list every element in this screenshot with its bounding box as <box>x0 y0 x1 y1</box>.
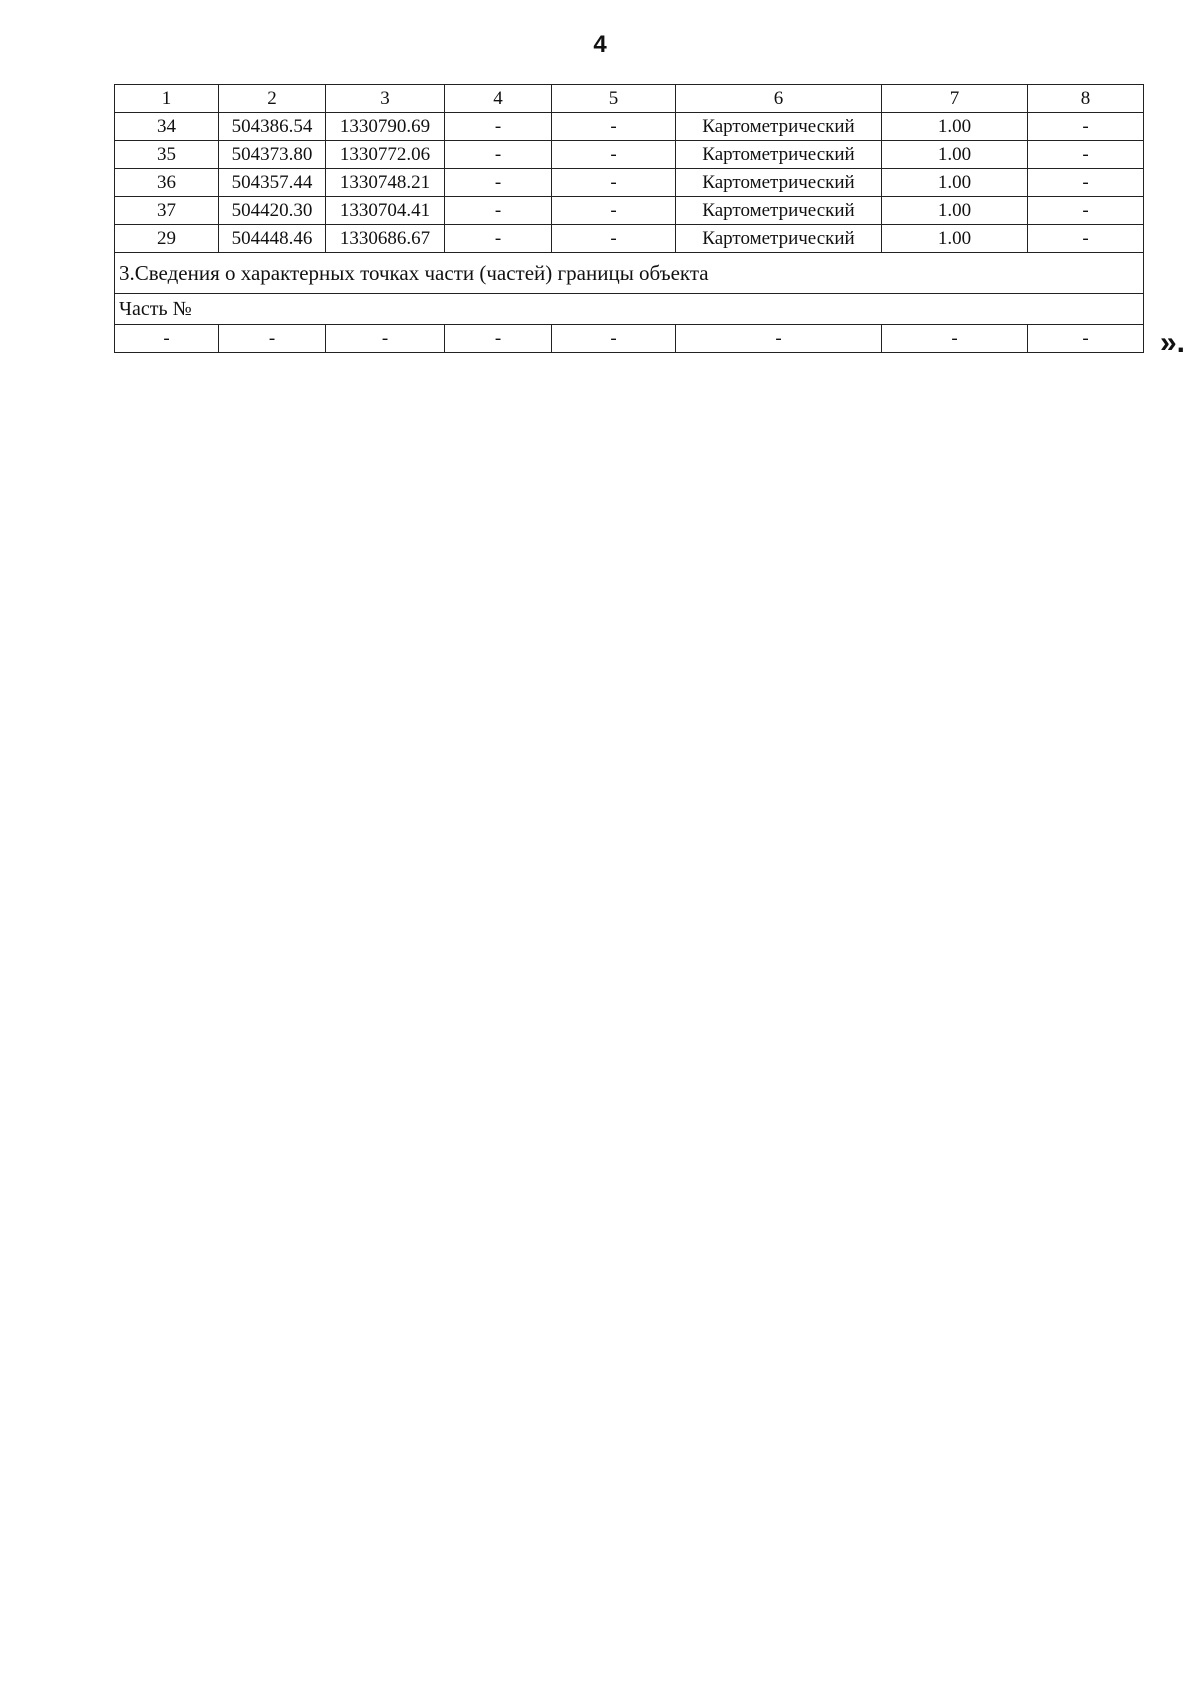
table-cell: - <box>1028 325 1144 353</box>
column-number-cell: 3 <box>326 85 445 113</box>
accuracy-cell: 1.00 <box>882 169 1028 197</box>
table-cell: - <box>445 169 552 197</box>
column-number-cell: 6 <box>676 85 882 113</box>
column-number-cell: 2 <box>219 85 326 113</box>
table-cell: - <box>552 225 676 253</box>
table-cell: - <box>1028 197 1144 225</box>
page-number: 4 <box>593 31 607 58</box>
table-cell: - <box>1028 141 1144 169</box>
x-coordinate-cell: 504373.80 <box>219 141 326 169</box>
method-cell: Картометрический <box>676 141 882 169</box>
table-cell: - <box>445 325 552 353</box>
x-coordinate-cell: 504386.54 <box>219 113 326 141</box>
table-row <box>115 141 1144 169</box>
column-number-cell: 5 <box>552 85 676 113</box>
table-cell: - <box>552 113 676 141</box>
closing-quote-mark: ». <box>1160 326 1186 359</box>
accuracy-cell: 1.00 <box>882 197 1028 225</box>
section-title: 3.Сведения о характерных точках части (частей) границы объекта <box>115 253 1144 294</box>
empty-table-row <box>115 325 1144 353</box>
method-cell: Картометрический <box>676 113 882 141</box>
table-cell: - <box>1028 225 1144 253</box>
table-cell: - <box>445 113 552 141</box>
table-cell: - <box>882 325 1028 353</box>
table-header-row <box>115 85 1144 113</box>
part-label-row <box>115 294 1144 325</box>
column-number-cell: 1 <box>115 85 219 113</box>
boundary-points-table <box>114 84 1144 353</box>
point-number-cell: 35 <box>115 141 219 169</box>
table-row <box>115 225 1144 253</box>
y-coordinate-cell: 1330790.69 <box>326 113 445 141</box>
part-number-label: Часть № <box>115 294 1144 325</box>
method-cell: Картометрический <box>676 169 882 197</box>
table-cell: - <box>115 325 219 353</box>
column-number-cell: 4 <box>445 85 552 113</box>
table-cell: - <box>552 325 676 353</box>
column-number-cell: 7 <box>882 85 1028 113</box>
table-cell: - <box>552 197 676 225</box>
method-cell: Картометрический <box>676 197 882 225</box>
table-cell: - <box>219 325 326 353</box>
table-cell: - <box>1028 113 1144 141</box>
y-coordinate-cell: 1330748.21 <box>326 169 445 197</box>
table-cell: - <box>676 325 882 353</box>
table-row <box>115 169 1144 197</box>
point-number-cell: 36 <box>115 169 219 197</box>
table-row <box>115 113 1144 141</box>
x-coordinate-cell: 504448.46 <box>219 225 326 253</box>
y-coordinate-cell: 1330772.06 <box>326 141 445 169</box>
table-cell: - <box>445 141 552 169</box>
x-coordinate-cell: 504357.44 <box>219 169 326 197</box>
method-cell: Картометрический <box>676 225 882 253</box>
y-coordinate-cell: 1330704.41 <box>326 197 445 225</box>
section-title-row <box>115 253 1144 294</box>
point-number-cell: 34 <box>115 113 219 141</box>
column-number-cell: 8 <box>1028 85 1144 113</box>
table-row <box>115 197 1144 225</box>
x-coordinate-cell: 504420.30 <box>219 197 326 225</box>
point-number-cell: 37 <box>115 197 219 225</box>
table-cell: - <box>445 197 552 225</box>
table-cell: - <box>552 141 676 169</box>
table-cell: - <box>1028 169 1144 197</box>
accuracy-cell: 1.00 <box>882 113 1028 141</box>
point-number-cell: 29 <box>115 225 219 253</box>
y-coordinate-cell: 1330686.67 <box>326 225 445 253</box>
table-cell: - <box>445 225 552 253</box>
accuracy-cell: 1.00 <box>882 141 1028 169</box>
table-cell: - <box>326 325 445 353</box>
table-cell: - <box>552 169 676 197</box>
accuracy-cell: 1.00 <box>882 225 1028 253</box>
